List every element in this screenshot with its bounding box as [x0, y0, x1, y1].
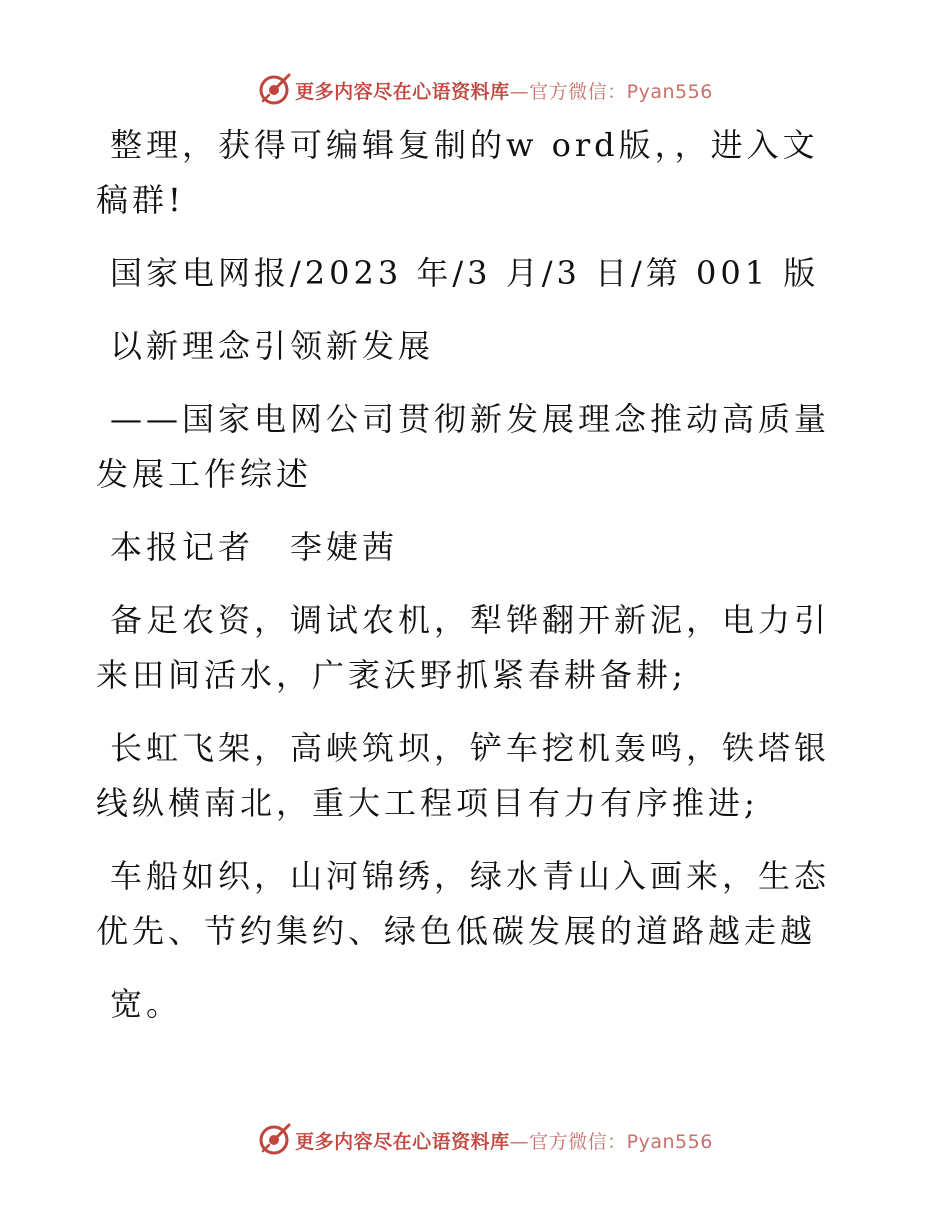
body-paragraph-1: 备足农资，调试农机，犁铧翻开新泥，电力引来田间活水，广袤沃野抓紧春耕备耕;	[96, 601, 831, 694]
brand-logo-icon	[257, 1123, 291, 1157]
watermark-wechat: 官方微信：Pyan556	[529, 80, 713, 103]
body-paragraph-3: 车船如织，山河锦绣，绿水青山入画来，生态优先、节约集约、绿色低碳发展的道路越走越	[96, 857, 831, 950]
watermark-lead: 更多内容尽在心语资料库	[295, 80, 510, 103]
intro-paragraph: 整理，获得可编辑复制的w ord版，，进入文稿群!	[96, 126, 819, 219]
watermark-wechat: 官方微信：Pyan556	[529, 1130, 713, 1153]
body-paragraph-4: 宽。	[110, 985, 183, 1023]
watermark-text	[295, 77, 713, 104]
byline: 本报记者 李婕茜	[110, 528, 399, 566]
brand-logo-icon	[257, 73, 291, 107]
watermark-lead: 更多内容尽在心语资料库	[295, 1130, 510, 1153]
source-line: 国家电网报/2023 年/3 月/3 日/第 001 版	[110, 254, 820, 292]
article-title: 以新理念引领新发展	[110, 327, 435, 365]
body-paragraph-2: 长虹飞架，高峡筑坝，铲车挖机轰鸣，铁塔银线纵横南北，重大工程项目有力有序推进;	[96, 729, 831, 822]
watermark-text	[295, 1127, 713, 1154]
footer-watermark-banner	[0, 1120, 950, 1160]
document-body	[96, 118, 836, 1050]
watermark-dash: —	[509, 80, 530, 103]
watermark-dash: —	[509, 1130, 530, 1153]
header-watermark-banner	[0, 70, 950, 110]
article-subtitle: ——国家电网公司贯彻新发展理念推动高质量发展工作综述	[96, 400, 831, 493]
